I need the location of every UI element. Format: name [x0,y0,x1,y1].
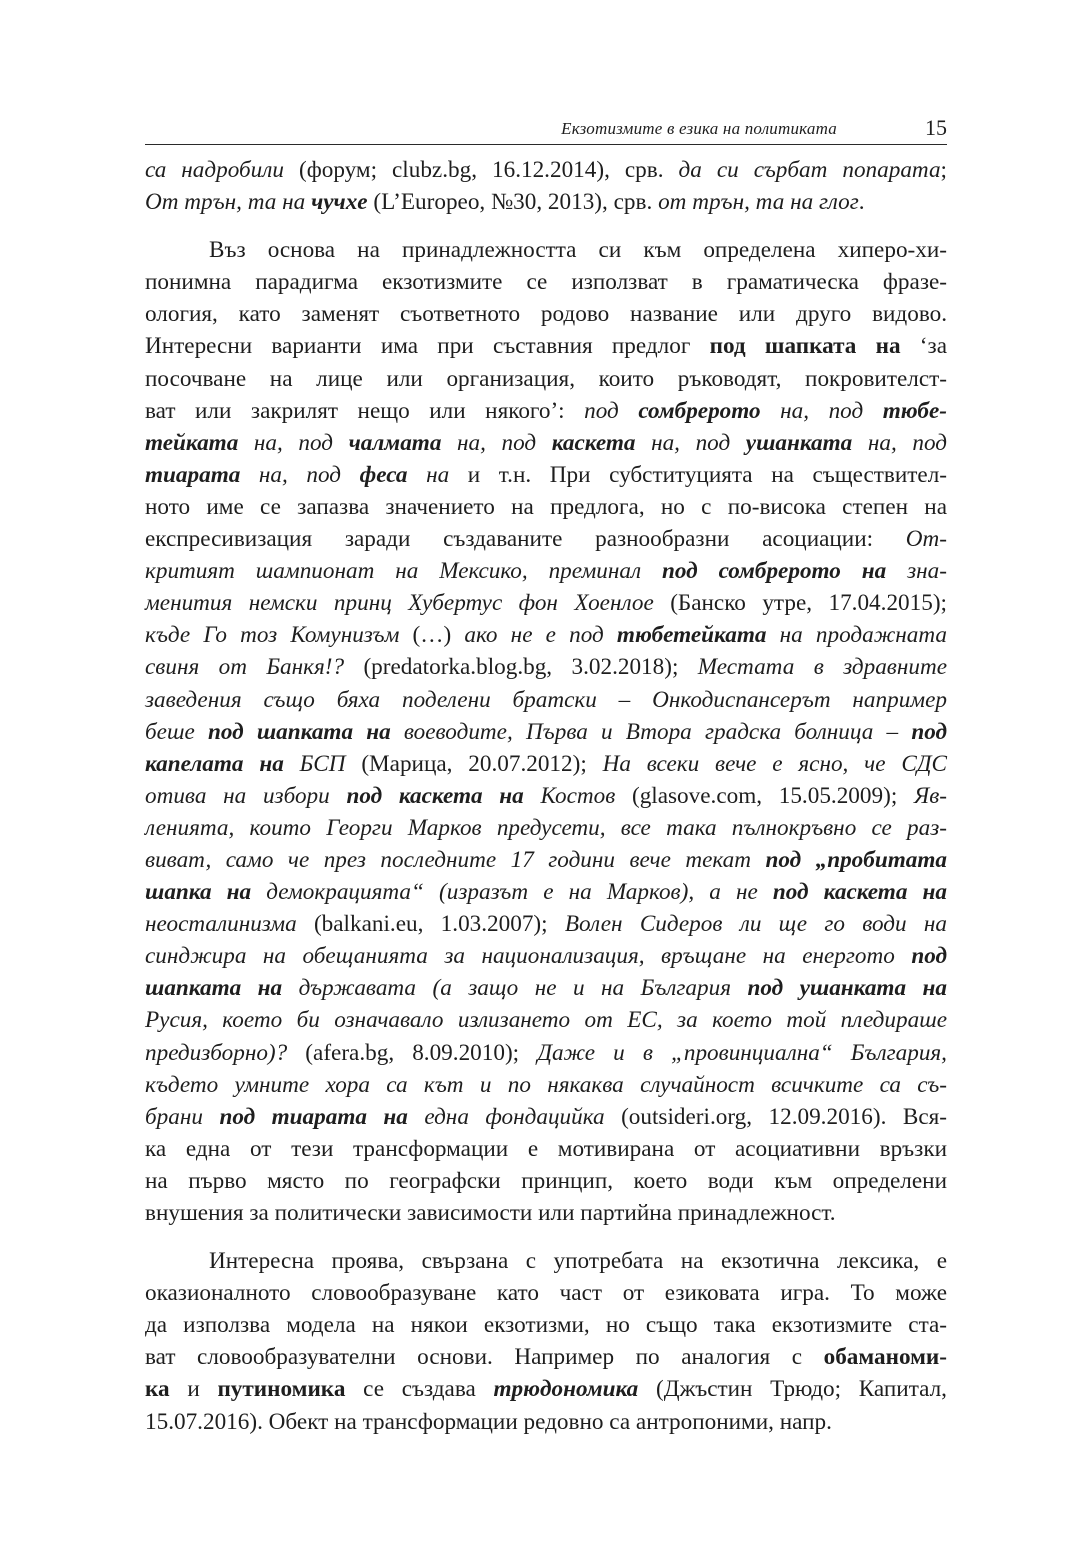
text-line [145,234,947,266]
text-segment: трюдономика [493,1376,639,1403]
text-segment: феса [359,461,408,488]
text-segment: на, под [441,429,552,456]
text-line [145,1277,947,1309]
text-segment: една фондацийка [407,1103,605,1130]
text-segment: на, под [240,461,360,488]
text-segment: ако не е под [464,622,617,649]
text-segment: ология, като заменят съответното родово название или друго видово. [145,301,947,328]
text-line [145,1197,947,1229]
text-segment: експресивизация заради създаваните разнообразни асоциации: [145,526,906,553]
paragraph-gap [145,218,947,234]
text-segment: (outsideri.org, 12.09.2016). Вся- [604,1103,947,1130]
text-segment: под сомбрерото на [662,558,887,585]
text-line [145,427,947,459]
text-segment: (Банско утре, 17.04.2015); [653,590,947,617]
text-segment: ка [145,1376,170,1403]
text-line [145,298,947,330]
text-segment: воеводите, Първа и Втора градска болница – [390,718,912,745]
text-segment: от трън, та на глог [658,189,859,216]
running-header [145,110,947,145]
text-segment: . [858,189,865,216]
text-line [145,587,947,619]
text-segment: чучхе [311,189,368,216]
text-line [145,748,947,780]
text-segment: Даже и в „провинциална“ България, [537,1039,947,1066]
text-segment: менития немски принц Хубертус фон Хоенлое [145,590,654,617]
text-segment: ленията, които Георги Марков предусети, все така пълнокръвно се раз- [145,814,947,841]
text-segment: на, под [635,429,746,456]
text-segment: под [911,718,948,745]
text-segment: (glasove.com, 15.05.2009); [615,782,914,809]
text-line [145,523,947,555]
text-line [145,876,947,908]
text-segment: Яв- [913,782,947,809]
text-line [145,1101,947,1133]
text-segment: заведения също бяха поделени братски – Онкодиспансерът например [145,686,947,713]
text-line [145,363,947,395]
text-segment: (balkani.eu, 1.03.2007); [296,911,565,938]
text-segment: и т.н. При субституцията на съществител- [449,461,947,488]
text-segment: на продажната [766,622,947,649]
paragraph [145,1245,947,1438]
text-segment: оказионалното словообразуване като част от езиковата игра. То може [145,1280,947,1307]
text-line [145,972,947,1004]
text-segment: са надробили [145,157,284,183]
text-segment: да си сърбат попарата [678,157,941,183]
paragraph [145,234,947,1229]
text-segment: под каскета на [772,879,947,906]
text-segment: под тиарата на [219,1103,408,1130]
text-segment: (форум; clubz.bg, 16.12.2014), срв. [283,157,679,183]
text-segment: под каскета на [346,782,524,809]
running-title: Екзотизмите в езика на политиката [561,119,837,138]
text-line [145,1373,947,1405]
page [145,110,947,1438]
text-segment: посочване на лице или организация, които ръководят, покровителст- [145,365,947,392]
text-line [145,459,947,491]
text-segment: под „пробитата [765,846,948,873]
text-segment: под [584,397,639,424]
text-segment: на, под [238,429,349,456]
text-line [145,1004,947,1036]
text-line [145,1037,947,1069]
text-segment: (Марица, 20.07.2012); [345,750,603,777]
text-line [145,940,947,972]
text-segment: чалмата [348,429,442,456]
text-segment: да използва модела на някои екзотизми, но също така екзотизмите ста- [145,1312,947,1339]
text-segment: внушения за политически зависимости или партийна принадлежност. [145,1200,836,1226]
text-segment: тюбе- [882,397,947,424]
text-segment: путиномика [217,1376,346,1403]
text-line [145,651,947,683]
text-segment: понимна парадигма екзотизмите се използват в граматическа фразе- [145,269,947,296]
text-segment: държавата (а защо не и на България [282,975,748,1002]
text-segment: на [407,461,450,488]
text-segment: шапка на [145,879,252,906]
text-segment: ват или закрилят нещо или някого’: [145,397,585,424]
text-line [145,684,947,716]
text-line [145,844,947,876]
text-segment: Интересна проява, свързана с употребата на екзотична лексика, е [209,1248,947,1275]
text-segment: къде Го тоз Комунизъм [145,622,400,649]
text-line [145,395,947,427]
text-segment: (L’Europeo, №30, 2013), срв. [367,189,659,216]
text-line [145,186,947,218]
text-segment: тейката [145,429,239,456]
body-text [145,154,947,1438]
text-line [145,1069,947,1101]
text-segment: беше [145,718,208,745]
text-segment: се създава [345,1376,494,1403]
text-segment: (predatorka.blog.bg, 3.02.2018); [344,654,698,681]
text-segment: под ушанката на [747,975,947,1002]
text-segment: ка една от тези трансформации е мотивирана от асоциативни връзки [145,1135,947,1162]
text-line [145,1406,947,1438]
text-line [145,1341,947,1373]
text-segment: каскета [551,429,636,456]
text-segment: (…) [399,622,465,649]
text-segment: ; [940,157,947,183]
text-line [145,1309,947,1341]
text-segment: БСП [283,750,346,777]
text-segment: под [911,943,947,970]
text-line [145,1165,947,1197]
text-segment: (Джъстин Трюдо; Капитал, [638,1376,947,1403]
text-segment: брани [145,1103,220,1130]
text-segment: шапката на [145,975,283,1002]
text-segment: ‘за [900,333,947,360]
text-segment: 15.07.2016). Обект на трансформации редовно са антропоними, напр. [145,1408,832,1435]
text-segment: предизборно)? [145,1039,288,1066]
text-segment: (afera.bg, 8.09.2010); [287,1039,538,1066]
text-line [145,619,947,651]
text-segment: синджира на обещанията за национализация, връщане на енергото [145,943,912,970]
text-segment: и [169,1376,218,1403]
text-line [145,812,947,844]
text-segment: ват словообразувателни основи. Например по аналогия с [145,1344,824,1371]
text-segment: Местата в здравните [697,654,947,681]
text-segment: критият шампионат на Мексико, преминал [145,558,662,585]
text-segment: тиарата [145,461,241,488]
text-line [145,1245,947,1277]
text-line [145,491,947,523]
text-segment: Интересни варианти има при съставния предлог [145,333,710,360]
text-line [145,555,947,587]
text-segment: ното име се запазва значението на предлога, но с по-висока степен на [145,493,947,520]
text-line [145,716,947,748]
text-segment: на първо място по географски принцип, което води към определени [145,1167,947,1194]
text-segment: На всеки вече е ясно, че СДС [602,750,948,777]
text-line [145,154,947,186]
text-segment: Русия, което би означавало излизането от ЕС, за което той пледираше [145,1007,947,1034]
paragraph-gap [145,1229,947,1245]
text-line [145,330,947,362]
text-line [145,780,947,812]
text-segment: Волен Сидеров ли ще го води на [564,911,947,938]
text-line [145,908,947,940]
text-segment: демокрацията“ (изразът е на Марков), а не [251,879,773,906]
text-segment: От- [905,526,947,553]
text-segment: отива на избори [145,782,347,809]
text-segment: на, под [760,397,883,424]
text-segment: сомбрерото [638,397,761,424]
text-segment: свиня от Банкя!? [145,654,345,681]
text-segment: Костов [523,782,616,809]
text-segment: под шапката на [207,718,391,745]
text-line [145,1133,947,1165]
text-segment: където умните хора са кът и по някаква случайност всичките са съ- [145,1071,947,1098]
page-number: 15 [925,115,947,140]
text-segment: капелата на [145,750,284,777]
text-segment: под шапката на [709,333,901,360]
text-segment: Въз основа на принадлежността си към определена хиперо-хи- [209,237,947,264]
text-segment: виват, само че през последните 17 години вече текат [145,846,766,873]
text-segment: зна- [886,558,947,585]
text-line [145,266,947,298]
text-segment: ушанката [745,429,853,456]
text-segment: От трън, та на [145,189,312,216]
text-segment: неосталинизма [145,911,297,938]
text-segment: тюбетейката [616,622,767,649]
text-segment: обаманоми- [823,1344,947,1371]
text-segment: на, под [852,429,947,456]
paragraph [145,154,947,218]
